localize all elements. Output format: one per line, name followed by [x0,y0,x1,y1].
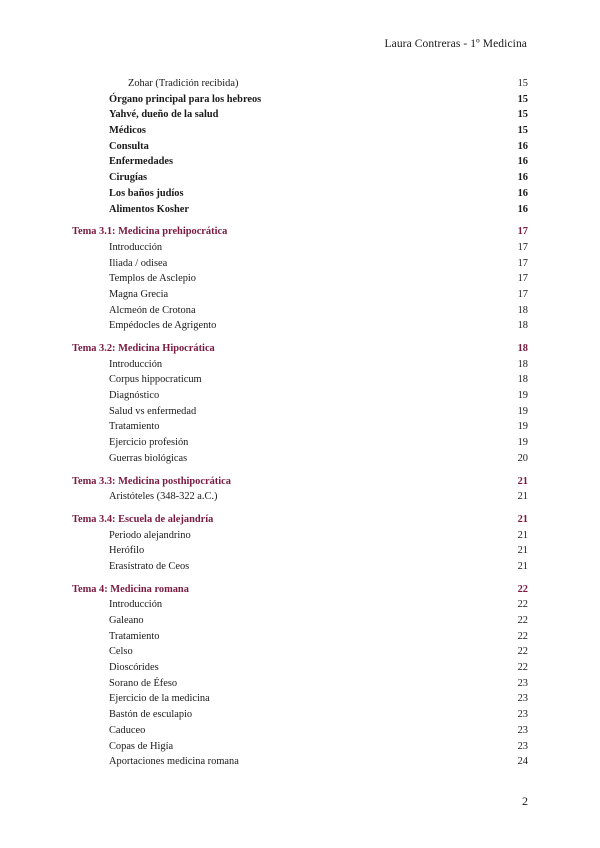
toc-entry-title: Introducción [109,358,163,370]
toc-entry-title: Enfermedades [109,156,174,168]
toc-entry[interactable] [72,613,528,629]
toc-entry-title: Tema 3.4: Escuela de alejandría [72,513,214,525]
toc-entry-page: 23 [517,740,528,752]
toc-entry[interactable] [72,287,528,303]
toc-entry[interactable] [72,240,528,256]
toc-entry-page: 18 [517,374,528,386]
toc-entry-title: Ejercicio profesión [109,437,189,449]
toc-entry-title: Los baños judíos [109,187,184,199]
toc-entry-page: 22 [517,662,528,674]
toc-section-entry[interactable] [72,474,528,490]
toc-entry[interactable] [72,170,528,186]
toc-entry-page: 21 [517,529,528,541]
page-number: 2 [522,794,528,808]
toc-entry-page: 20 [517,452,528,464]
toc-entry-page: 23 [517,677,528,689]
toc-entry-page: 21 [517,560,528,572]
toc-entry-page: 15 [517,93,528,105]
toc-entry-title: Tratamiento [109,421,160,433]
toc-entry-page: 19 [517,437,528,449]
toc-entry[interactable] [72,303,528,319]
toc-entry[interactable] [72,676,528,692]
toc-entry[interactable] [72,559,528,575]
table-of-contents [72,76,528,770]
toc-section-entry[interactable] [72,512,528,528]
toc-entry[interactable] [72,388,528,404]
toc-entry[interactable] [72,435,528,451]
toc-entry-page: 17 [517,241,528,253]
toc-entry-title: Copas de Higía [109,740,174,752]
toc-entry[interactable] [72,754,528,770]
toc-entry-title: Aportaciones medicina romana [109,756,239,768]
toc-entry-page: 21 [517,545,528,557]
toc-entry-title: Periodo alejandrino [109,529,191,541]
toc-entry-page: 18 [517,304,528,316]
toc-entry-page: 15 [517,125,528,137]
toc-entry-title: Bastón de esculapio [109,709,193,721]
toc-entry[interactable] [72,528,528,544]
toc-entry-title: Yahvé, dueño de la salud [109,109,219,121]
toc-entry[interactable] [72,644,528,660]
toc-entry-page: 18 [517,320,528,332]
toc-entry-title: Salud vs enfermedad [109,405,197,417]
toc-entry-title: Empédocles de Agrigento [109,320,217,332]
toc-entry-title: Zohar (Tradición recibida) [128,78,239,89]
toc-entry-title: Caduceo [109,724,146,736]
toc-entry-page: 16 [517,203,528,215]
toc-entry-page: 21 [517,475,528,487]
toc-entry[interactable] [72,451,528,467]
toc-entry-title: Galeano [109,615,144,626]
toc-entry-title: Aristóteles (348-322 a.C.) [109,491,218,503]
toc-entry[interactable] [72,107,528,123]
toc-entry[interactable] [72,154,528,170]
toc-entry-title: Tratamiento [109,630,160,642]
toc-entry[interactable] [72,597,528,613]
toc-entry[interactable] [72,256,528,272]
toc-entry-title: Sorano de Éfeso [109,677,178,689]
toc-entry-page: 22 [517,630,528,642]
toc-entry-page: 15 [517,109,528,121]
toc-entry-page: 19 [517,421,528,433]
toc-entry[interactable] [72,123,528,139]
toc-entry-page: 17 [517,257,528,269]
toc-entry-title: Órgano principal para los hebreos [109,93,262,105]
toc-entry[interactable] [72,723,528,739]
toc-section-entry[interactable] [72,341,528,357]
toc-entry-page: 22 [517,646,528,658]
toc-entry-page: 22 [517,583,528,595]
toc-entry-page: 17 [517,273,528,285]
toc-entry-page: 24 [517,756,528,768]
toc-entry-title: Templos de Asclepio [109,273,197,285]
toc-entry-title: Tema 3.2: Medicina Hipocrática [72,343,215,354]
running-header: Laura Contreras - 1º Medicina [384,38,527,50]
toc-entry-page: 17 [517,288,528,300]
toc-entry-page: 15 [517,78,528,89]
toc-entry-page: 17 [517,226,528,238]
toc-entry[interactable] [72,92,528,108]
toc-section-entry[interactable] [72,582,528,598]
toc-entry-page: 22 [517,599,528,611]
toc-entry-title: Cirugías [109,172,148,184]
toc-entry-page: 21 [517,491,528,503]
toc-entry-title: Consulta [109,140,149,152]
toc-entry[interactable] [72,419,528,435]
toc-entry[interactable] [72,202,528,218]
toc-entry[interactable] [72,707,528,723]
toc-entry[interactable] [72,318,528,334]
toc-entry[interactable] [72,629,528,645]
toc-entry-page: 23 [517,709,528,721]
toc-entry-title: Tema 3.1: Medicina prehipocrática [72,226,228,238]
toc-entry-page: 21 [517,513,528,525]
toc-entry-page: 22 [517,615,528,626]
toc-entry[interactable] [72,76,528,92]
toc-entry[interactable] [72,660,528,676]
toc-entry-page: 16 [517,156,528,168]
toc-entry-page: 19 [517,390,528,402]
toc-entry-title: Magna Grecia [109,288,169,300]
toc-entry-title: Tema 4: Medicina romana [72,583,189,595]
toc-entry-title: Médicos [109,125,146,137]
toc-entry-title: Herófilo [109,545,145,557]
toc-entry-page: 16 [517,172,528,184]
toc-entry-page: 16 [517,187,528,199]
toc-entry-title: Diagnóstico [109,390,160,402]
toc-entry[interactable] [72,404,528,420]
toc-entry[interactable] [72,271,528,287]
toc-entry-page: 18 [517,343,528,354]
toc-entry-title: Introducción [109,599,163,611]
toc-section-entry[interactable] [72,224,528,240]
toc-entry-title: Erasístrato de Ceos [109,560,190,572]
toc-entry-title: Guerras biológicas [109,452,188,464]
toc-entry-page: 16 [517,140,528,152]
toc-entry-title: Alimentos Kosher [109,203,189,215]
toc-entry-title: Iliada / odisea [109,257,168,269]
toc-entry-title: Dioscórides [109,662,159,674]
toc-entry-page: 23 [517,724,528,736]
toc-entry-page: 19 [517,405,528,417]
toc-entry-title: Alcmeón de Crotona [109,304,196,316]
toc-entry-page: 23 [517,693,528,705]
toc-entry[interactable] [72,739,528,755]
toc-entry[interactable] [72,357,528,373]
toc-entry-title: Celso [109,646,133,658]
toc-entry-title: Ejercicio de la medicina [109,693,210,705]
toc-entry[interactable] [72,372,528,388]
toc-entry[interactable] [72,186,528,202]
toc-entry-page: 18 [517,358,528,370]
toc-entry[interactable] [72,139,528,155]
toc-entry-title: Tema 3.3: Medicina posthipocrática [72,475,231,487]
toc-entry[interactable] [72,543,528,559]
toc-entry-title: Introducción [109,241,163,253]
toc-entry-title: Corpus hippocraticum [109,374,202,386]
toc-entry[interactable] [72,691,528,707]
toc-entry[interactable] [72,489,528,505]
